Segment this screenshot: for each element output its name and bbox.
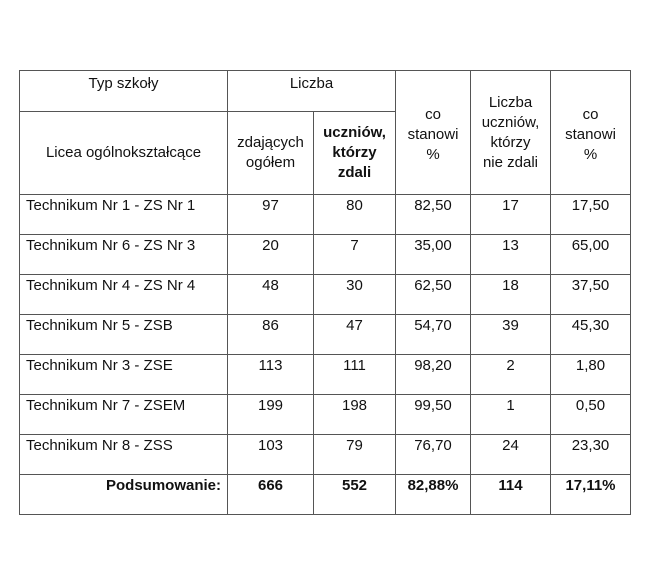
table-row (20, 315, 631, 355)
school-name: Technikum Nr 1 - ZS Nr 1 (26, 197, 196, 214)
count-passed: 7 (350, 237, 359, 254)
count-passed: 111 (343, 357, 366, 374)
count-passed: 80 (346, 197, 363, 214)
count-total: 48 (262, 277, 279, 294)
summary-percent-failed: 17,11% (565, 477, 616, 494)
school-name: Technikum Nr 7 - ZSEM (26, 397, 186, 414)
count-passed: 79 (346, 437, 363, 454)
percent-passed: 35,00 (414, 237, 452, 254)
school-name: Technikum Nr 8 - ZSS (26, 437, 173, 454)
summary-row (20, 475, 631, 515)
header-co-stanowi-2: co stanowi % (551, 71, 631, 195)
percent-passed: 82,50 (414, 197, 452, 214)
table-row (20, 235, 631, 275)
percent-failed: 45,30 (571, 317, 610, 334)
table-row (20, 395, 631, 435)
summary-failed: 114 (498, 477, 523, 494)
school-name: Technikum Nr 4 - ZS Nr 4 (26, 277, 196, 294)
summary-total: 666 (257, 477, 284, 494)
header-nie-zdali: Liczba uczniów, którzy nie zdali (471, 71, 551, 195)
table-row (20, 435, 631, 475)
percent-passed: 54,70 (414, 317, 452, 334)
summary-percent-passed: 82,88% (407, 477, 459, 494)
summary-passed: 552 (341, 477, 368, 494)
header-liczba: Liczba (228, 71, 396, 112)
table-row (20, 275, 631, 315)
school-name: Technikum Nr 6 - ZS Nr 3 (26, 237, 196, 254)
count-passed: 47 (346, 317, 363, 334)
percent-failed: 65,00 (571, 237, 610, 254)
count-total: 86 (262, 317, 279, 334)
summary-label: Podsumowanie: (105, 477, 221, 494)
count-total: 20 (262, 237, 279, 254)
school-name: Technikum Nr 3 - ZSE (26, 357, 173, 374)
header-licea: Licea ogólnokształcące (20, 112, 228, 195)
count-total: 103 (257, 437, 284, 454)
percent-passed: 98,20 (414, 357, 452, 374)
header-zdali: uczniów, którzy zdali (314, 112, 396, 195)
count-failed: 13 (502, 237, 519, 254)
count-total: 113 (258, 357, 283, 374)
percent-failed: 23,30 (571, 437, 610, 454)
header-typ-szkoly: Typ szkoły (20, 71, 228, 112)
table-row (20, 195, 631, 235)
percent-passed: 62,50 (414, 277, 452, 294)
header-co-stanowi-1: co stanowi % (396, 71, 471, 195)
percent-failed: 0,50 (575, 397, 606, 414)
percent-failed: 1,80 (575, 357, 606, 374)
percent-passed: 99,50 (414, 397, 452, 414)
count-failed: 2 (506, 357, 515, 374)
count-total: 199 (257, 397, 284, 414)
table-row (20, 355, 631, 395)
percent-failed: 37,50 (571, 277, 610, 294)
count-failed: 1 (506, 397, 515, 414)
count-passed: 30 (346, 277, 363, 294)
percent-passed: 76,70 (414, 437, 452, 454)
school-name: Technikum Nr 5 - ZSB (26, 317, 173, 334)
header-zdajacych: zdających ogółem (228, 112, 314, 195)
results-table (19, 70, 631, 515)
count-failed: 18 (502, 277, 519, 294)
count-failed: 24 (502, 437, 519, 454)
count-total: 97 (262, 197, 279, 214)
count-failed: 39 (502, 317, 519, 334)
count-failed: 17 (502, 197, 519, 214)
percent-failed: 17,50 (571, 197, 610, 214)
count-passed: 198 (341, 397, 368, 414)
